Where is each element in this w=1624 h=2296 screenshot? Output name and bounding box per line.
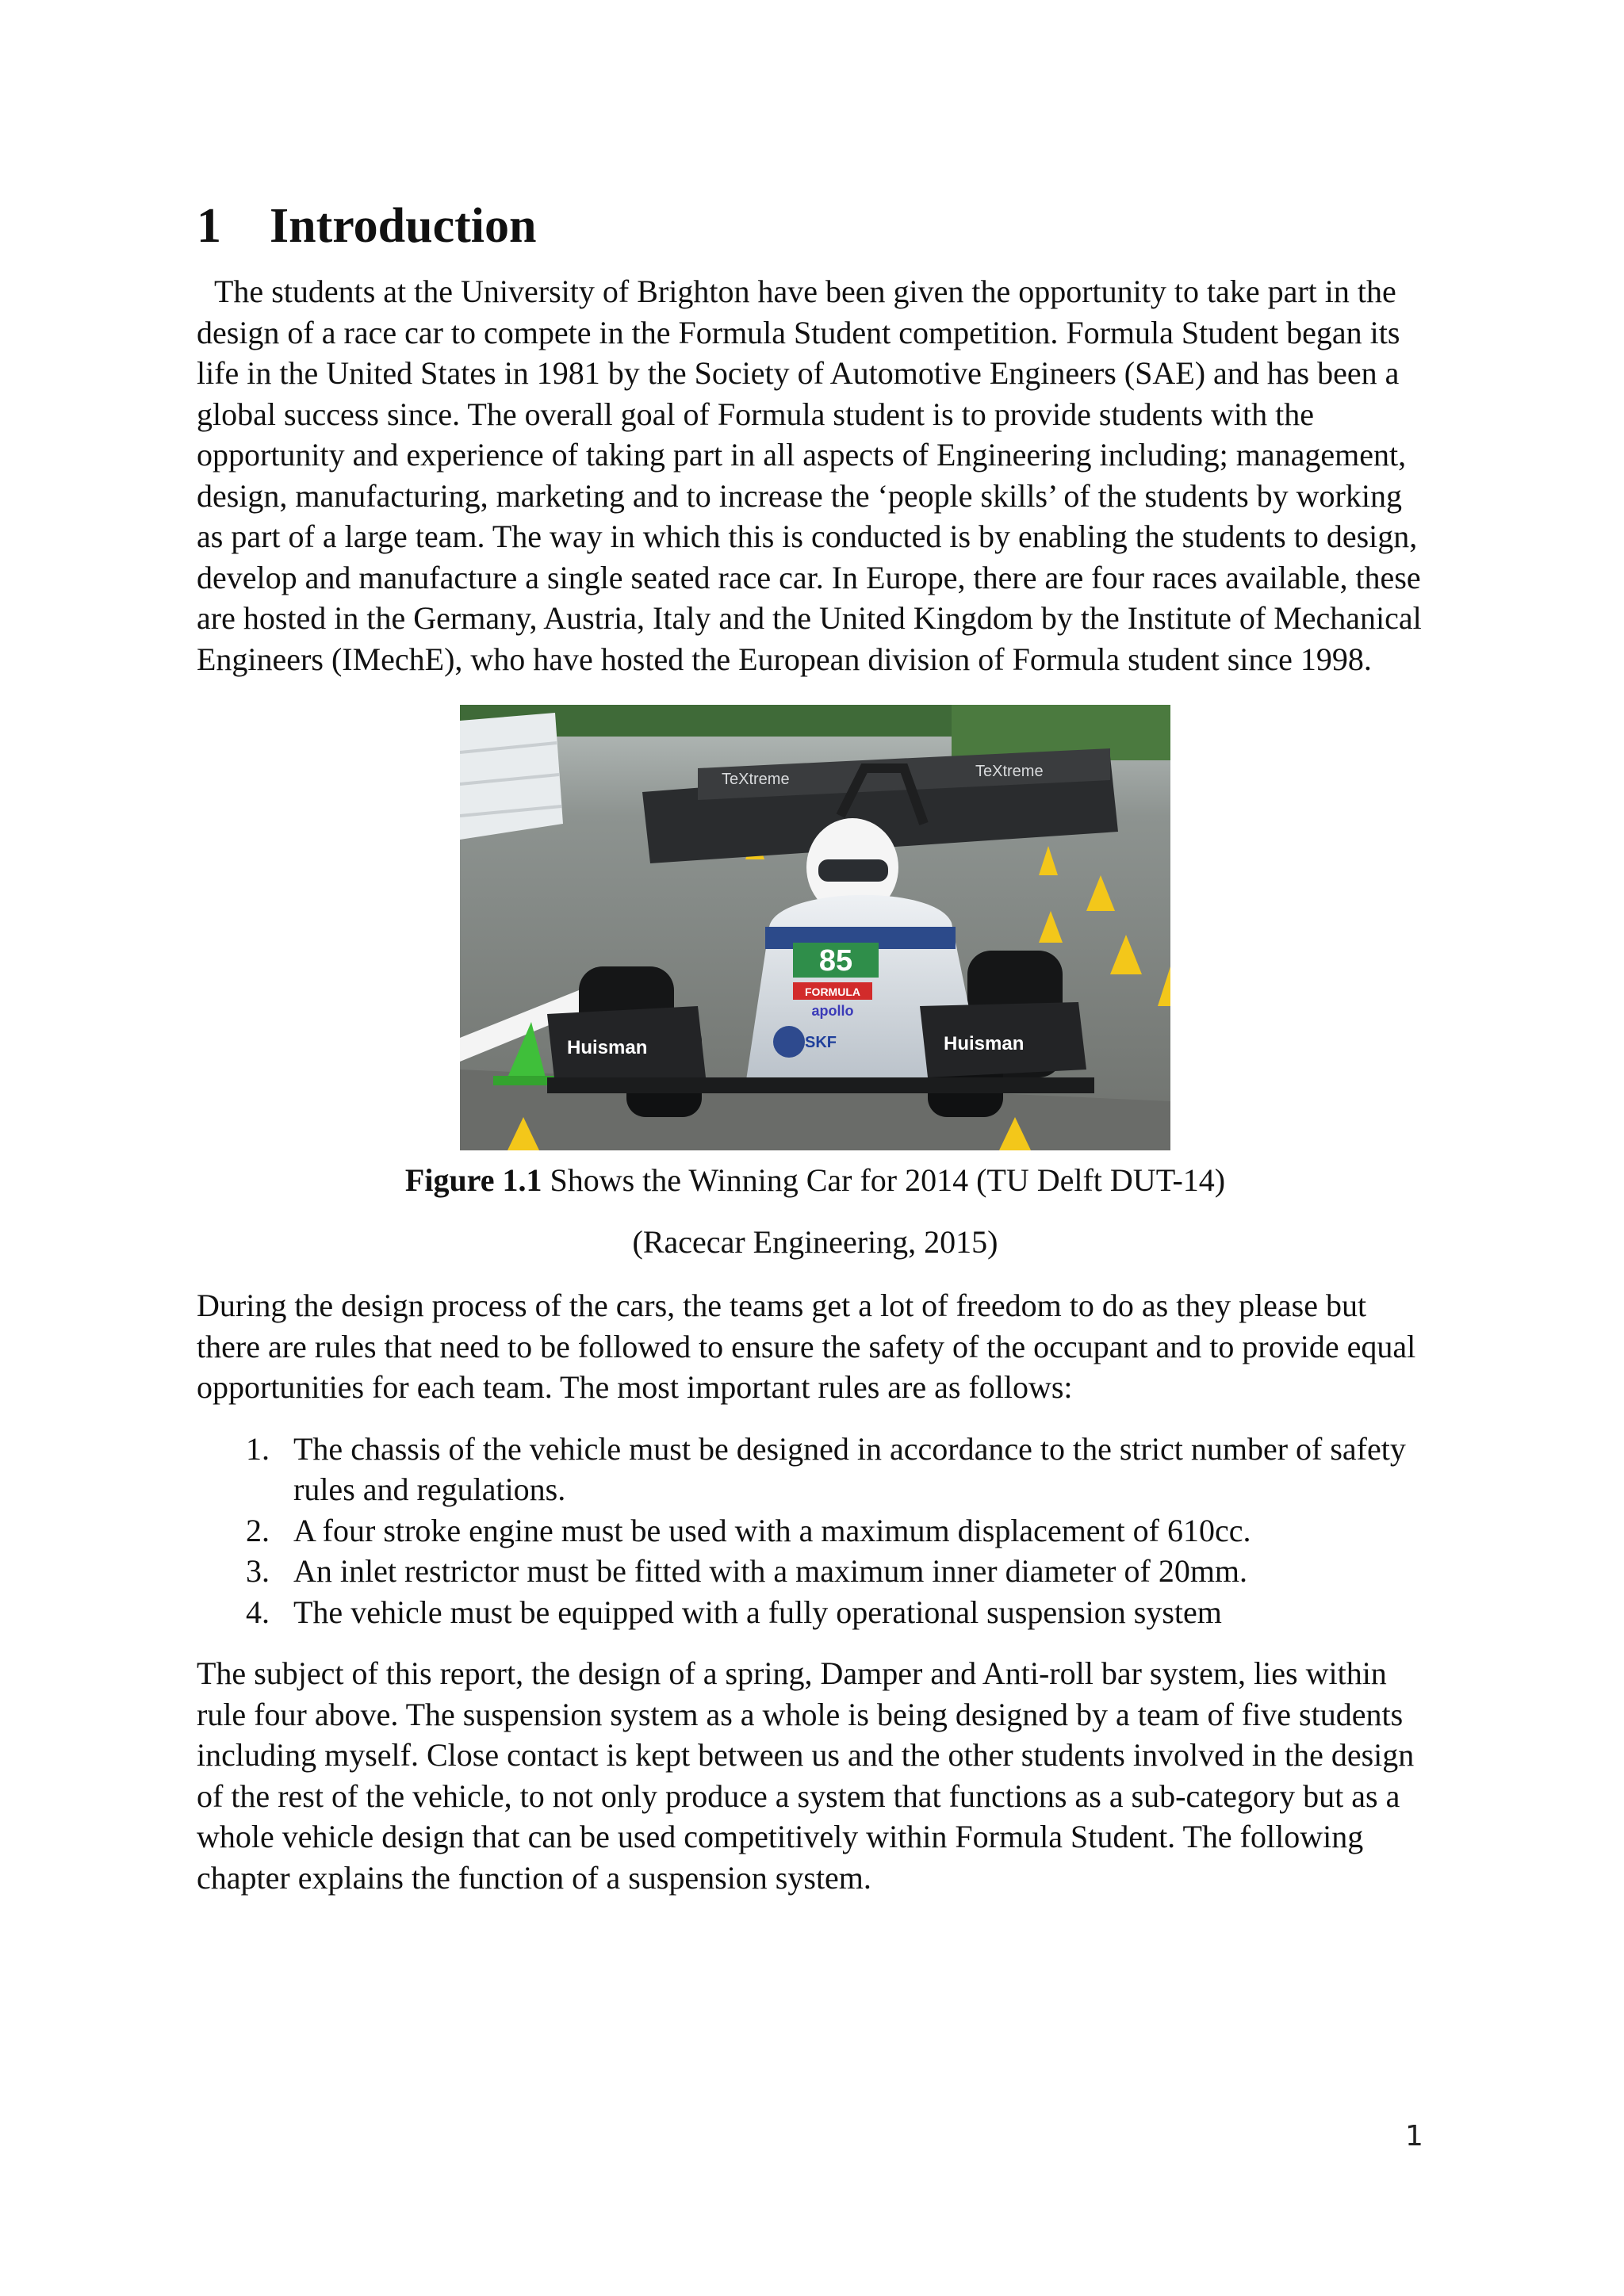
front-wing-right: Huisman xyxy=(944,1033,1025,1054)
sponsor-formula: FORMULA xyxy=(805,985,860,998)
wing-brand-left: TeXtreme xyxy=(722,771,790,788)
front-wing-left: Huisman xyxy=(567,1037,648,1058)
section-title: Introduction xyxy=(270,199,537,253)
figure-citation: (Racecar Engineering, 2015) xyxy=(632,1224,998,1260)
race-car-photo xyxy=(460,705,1170,1150)
rules-list xyxy=(197,1429,1434,1633)
sponsor-skf: SKF xyxy=(805,1034,837,1051)
list-item-text: A four stroke engine must be used with a maximum displacement of 610cc. xyxy=(293,1512,1251,1548)
figure-caption-text: Shows the Winning Car for 2014 (TU Delft DUT-14) xyxy=(542,1162,1226,1198)
list-item xyxy=(197,1510,1434,1552)
rules-intro-paragraph: During the design process of the cars, the teams get a lot of freedom to do as they please but there are rules that need to be followed to ensure the safety of the occupant and to provide equal opportunities for each team. The most important rules are as follows: xyxy=(197,1288,1416,1405)
section-heading xyxy=(197,190,1434,262)
figure-caption xyxy=(197,1160,1434,1201)
list-item-text: An inlet restrictor must be fitted with a maximum inner diameter of 20mm. xyxy=(293,1553,1248,1589)
list-item xyxy=(197,1551,1434,1592)
list-item xyxy=(197,1592,1434,1633)
list-item-number: 1. xyxy=(246,1430,270,1467)
outro-paragraph: The subject of this report, the design of a spring, Damper and Anti-roll bar system, lies within rule four above. The suspension system as a whole is being designed by a team of five students including myself. Close contact is kept between us and the other students involved in the design of the rest of the vehicle, to not only produce a system that functions as a sub-category but as a whole vehicle design that can be used competitively within Formula Student. The following chapter explains the function of a suspension system. xyxy=(197,1655,1415,1896)
figure-1-1 xyxy=(197,705,1434,1150)
list-item-text: The vehicle must be equipped with a fully operational suspension system xyxy=(293,1594,1222,1630)
page-number: 1 xyxy=(1405,2120,1423,2152)
list-item-number: 4. xyxy=(246,1594,270,1630)
list-item-number: 2. xyxy=(246,1512,270,1548)
car-number: 85 xyxy=(818,944,853,978)
page-content xyxy=(197,190,1434,1898)
list-item xyxy=(197,1429,1434,1510)
race-car-illustration xyxy=(460,705,1170,1150)
list-item-number: 3. xyxy=(246,1553,270,1589)
figure-label: Figure 1.1 xyxy=(404,1162,542,1198)
list-item-text: The chassis of the vehicle must be designed in accordance to the strict number of safety rules and regulations. xyxy=(293,1430,1406,1507)
intro-paragraph: The students at the University of Brighton have been given the opportunity to take part in the design of a race car to compete in the Formula Student competition. Formula Student began its life in the United States in 1981 by the Society of Automotive Engineers (SAE) and has been a global success since. The overall goal of Formula student is to provide students with the opportunity and experience of taking part in all aspects of Engineering including; management, design, manufacturing, marketing and to increase the ‘people skills’ of the students by working as part of a large team. The way in which this is conducted is by enabling the students to design, develop and manufacture a single seated race car. In Europe, there are four races available, these are hosted in the Germany, Austria, Italy and the United Kingdom by the Institute of Mechanical Engineers (IMechE), who have hosted the European division of Formula student since 1998. xyxy=(197,274,1422,677)
wing-brand-right: TeXtreme xyxy=(975,763,1044,780)
section-number: 1 xyxy=(197,199,221,253)
sponsor-apollo: apollo xyxy=(811,1003,854,1019)
